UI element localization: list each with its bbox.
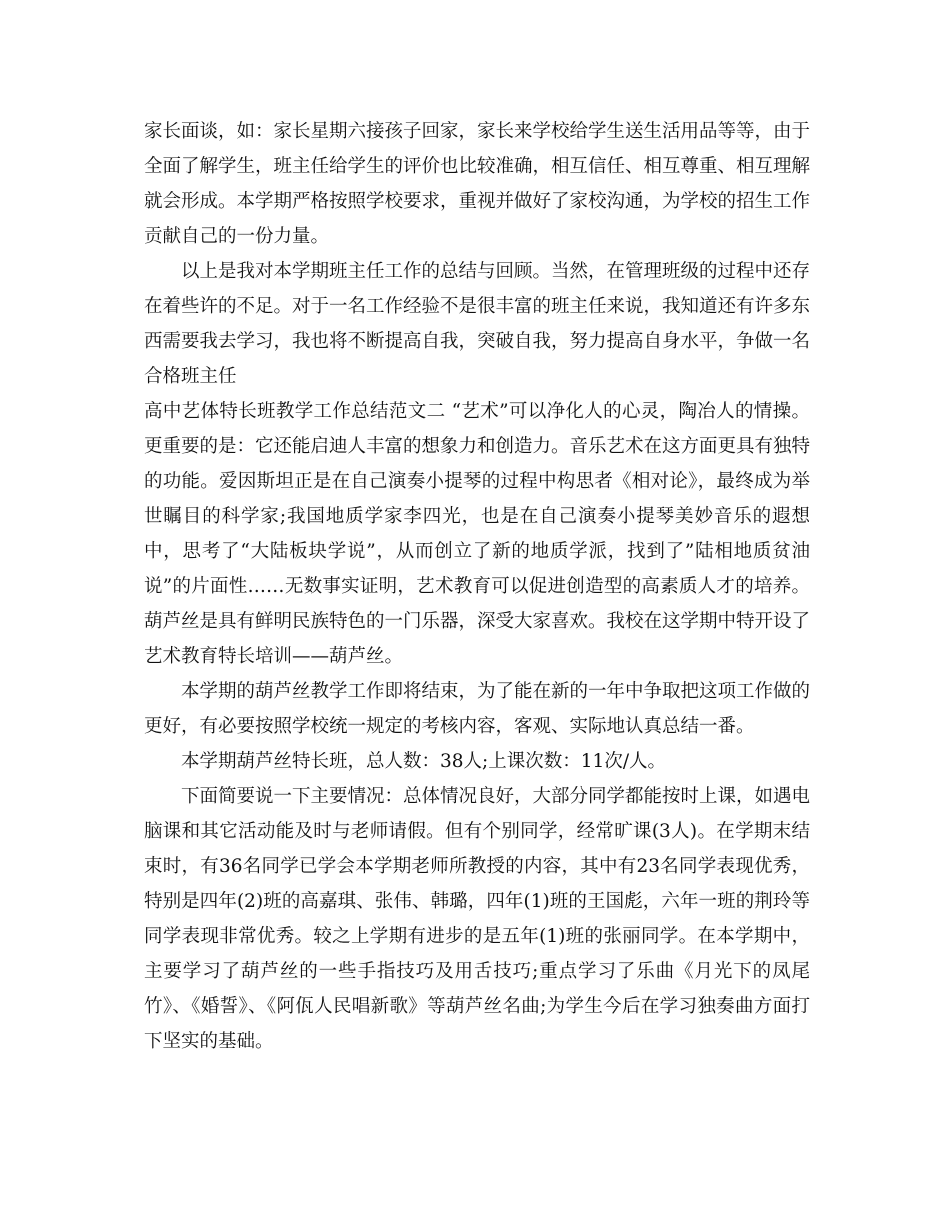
document-page (144, 114, 810, 1059)
paragraph-art-education (144, 394, 810, 674)
paragraph-main-situation: 下面简要说一下主要情况：总体情况良好，大部分同学都能按时上课，如遇电脑课和其它活动能及时与老师请假。但有个别同学，经常旷课(3人)。在学期末结束时，有36名同学已学会本学期老师所教授的内容，其中有23名同学表现优秀，特别是四年(2)班的高嘉琪、张伟、韩璐，四年(1)班的王国彪，六年一班的荆玲等同学表现非常优秀。较之上学期有进步的是五年(1)班的张丽同学。在本学期中，主要学习了葫芦丝的一些手指技巧及用舌技巧;重点学习了乐曲《月光下的凤尾竹》、《婚誓》、《阿佤人民唱新歌》等葫芦丝名曲;为学生今后在学习独奏曲方面打下坚实的基础。 (144, 786, 811, 1052)
paragraph-parent-communication: 家长面谈，如：家长星期六接孩子回家，家长来学校给学生送生活用品等等，由于全面了解学生，班主任给学生的评价也比较准确，相互信任、相互尊重、相互理解就会形成。本学期严格按照学校要求，重视并做好了家校沟通，为学校的招生工作贡献自己的一份力量。 (144, 121, 811, 247)
paragraph-teaching-ending: 本学期的葫芦丝教学工作即将结束，为了能在新的一年中争取把这项工作做的更好，有必要按照学校统一规定的考核内容，客观、实际地认真总结一番。 (144, 681, 811, 737)
paragraph-art-education-text: “艺术”可以净化人的心灵，陶冶人的情操。更重要的是：它还能启迪人丰富的想象力和创造力。音乐艺术在这方面更具有独特的功能。爱因斯坦正是在自己演奏小提琴的过程中构思者《相对论》，最终成为举世瞩目的科学家;我国地质学家李四光，也是在自己演奏小提琴美妙音乐的遐想中，思考了“大陆板块学说”，从而创立了新的地质学派，找到了”陆相地质贫油说”的片面性……无数事实证明，艺术教育可以促进创造型的高素质人才的培养。葫芦丝是具有鲜明民族特色的一门乐器，深受大家喜欢。我校在这学期中特开设了艺术教育特长培训——葫芦丝。 (144, 401, 811, 667)
paragraph-summary-review: 以上是我对本学期班主任工作的总结与回顾。当然，在管理班级的过程中还存在着些许的不足。对于一名工作经验不是很丰富的班主任来说，我知道还有许多东西需要我去学习，我也将不断提高自我，突破自我，努力提高自身水平，争做一名合格班主任 (144, 261, 811, 387)
paragraph-class-stats: 本学期葫芦丝特长班，总人数：38人;上课次数：11次/人。 (181, 751, 667, 772)
section-heading: 高中艺体特长班教学工作总结范文二 (144, 401, 446, 422)
